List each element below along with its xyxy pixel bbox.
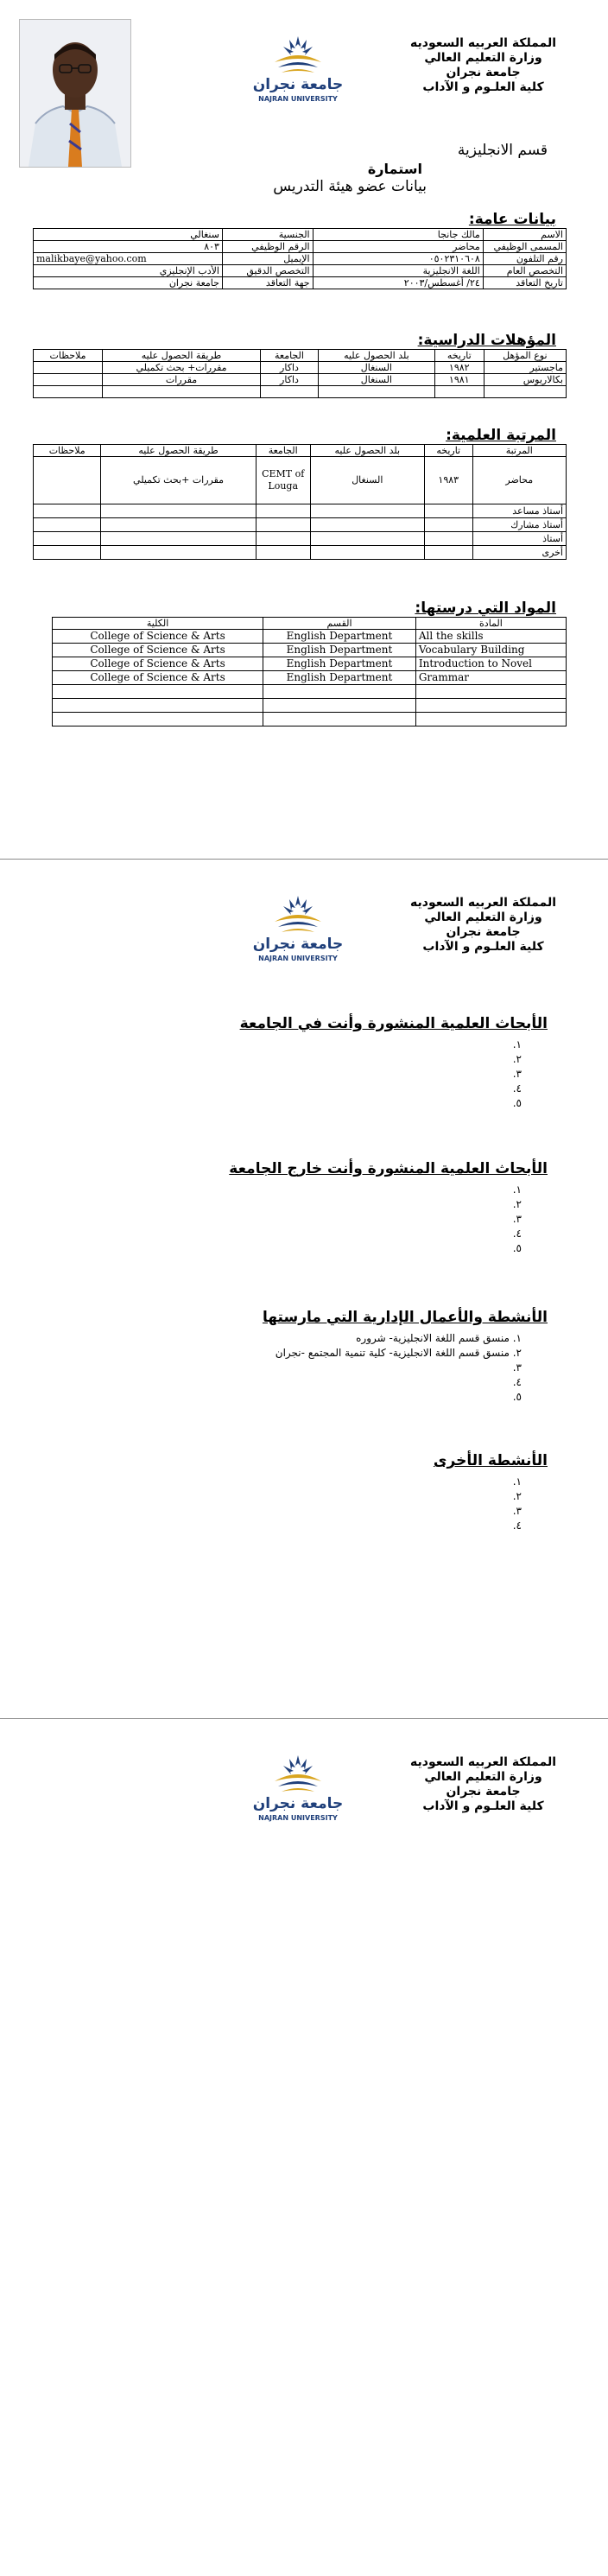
table-cell: المرتبة — [472, 445, 566, 457]
table-cell: التخصص الدقيق — [222, 265, 313, 277]
table-cell: المسمى الوظيفي — [483, 241, 566, 253]
table-cell — [53, 699, 263, 713]
table-cell: الاسم — [483, 229, 566, 241]
table-cell: بلد الحصول عليه — [310, 445, 424, 457]
table-cell — [415, 699, 566, 713]
general-info-row — [34, 253, 567, 265]
qualifications-row — [34, 374, 567, 386]
table-cell: All the skills — [415, 630, 566, 644]
table-cell: ٨٠٣ — [34, 241, 223, 253]
courses-table — [52, 617, 567, 726]
table-cell — [53, 685, 263, 699]
rank-main-row — [34, 457, 567, 504]
courses-title: المواد التي درستها: — [415, 600, 556, 617]
table-cell — [256, 518, 310, 532]
table-cell: تاريخ التعاقد — [483, 277, 566, 289]
table-cell: الرقم الوظيفي — [222, 241, 313, 253]
table-cell: ملاحظات — [34, 350, 103, 362]
header-university: جامعة نجران — [446, 66, 521, 79]
list-item: ٤. — [512, 1228, 522, 1240]
table-cell — [424, 546, 472, 560]
table-cell: College of Science & Arts — [53, 657, 263, 671]
header-ministry: وزارة التعليم العالي — [424, 1770, 542, 1784]
admin-activities-list — [276, 1331, 522, 1405]
course-row — [53, 644, 567, 657]
header-ministry: وزارة التعليم العالي — [424, 910, 542, 924]
table-cell — [103, 386, 261, 398]
table-cell — [256, 504, 310, 518]
header-college: كلية العلـوم و الآداب — [422, 80, 544, 94]
course-row — [53, 630, 567, 644]
table-cell — [310, 518, 424, 532]
table-cell: داكار — [261, 374, 319, 386]
table-cell — [34, 504, 101, 518]
ministry-header-3 — [410, 1755, 556, 1814]
course-row — [53, 671, 567, 685]
research-out-list — [513, 1183, 522, 1256]
research-in-title: الأبحاث العلمية المنشورة وأنت في الجامعة — [239, 1015, 548, 1032]
table-cell: CEMT of Louga — [256, 457, 310, 504]
table-cell: ١٩٨١ — [434, 374, 484, 386]
table-cell: أخرى — [472, 546, 566, 560]
university-emblem-icon — [250, 1754, 345, 1797]
page-3 — [0, 1719, 608, 2576]
najran-university-logo-2 — [250, 894, 345, 974]
list-item: ٢. منسق قسم اللغة الانجليزية- كلية تنمية المجتمع -نجران — [275, 1347, 522, 1359]
table-cell: أستاذ — [472, 532, 566, 546]
faculty-photo — [19, 19, 131, 168]
general-info-row — [34, 277, 567, 289]
table-cell: English Department — [263, 644, 416, 657]
table-cell: طريقة الحصول عليه — [101, 445, 256, 457]
table-cell: College of Science & Arts — [53, 671, 263, 685]
other-activities-list — [513, 1475, 522, 1533]
ministry-header — [410, 36, 556, 95]
qualifications-row — [34, 386, 567, 398]
table-cell — [434, 386, 484, 398]
najran-university-logo-3 — [250, 1754, 345, 1833]
rank-other-row — [34, 532, 567, 546]
ministry-header-2 — [410, 896, 556, 955]
rank-header-row — [34, 445, 567, 457]
table-cell — [484, 386, 566, 398]
list-item: ١. — [512, 1475, 522, 1488]
table-cell: أستاذ مشارك — [472, 518, 566, 532]
list-item: ١. — [512, 1038, 522, 1050]
table-cell: مالك جانجا — [313, 229, 483, 241]
table-cell: الجامعة — [256, 445, 310, 457]
table-cell — [318, 386, 434, 398]
list-item: ٣. — [512, 1213, 522, 1225]
course-row — [53, 699, 567, 713]
logo-arabic-text: جامعة نجران — [252, 936, 344, 953]
table-cell: مقررات +بحث تكميلي — [101, 457, 256, 504]
qualifications-title: المؤهلات الدراسية: — [417, 332, 556, 349]
list-item: ٣. — [512, 1505, 522, 1517]
table-cell — [34, 386, 103, 398]
table-cell: نوع المؤهل — [484, 350, 566, 362]
logo-arabic-text: جامعة نجران — [252, 76, 344, 93]
logo-english-text: NAJRAN UNIVERSITY — [258, 95, 338, 103]
general-info-title: بيانات عامة: — [468, 211, 556, 228]
table-cell: القسم — [263, 618, 416, 630]
list-item: ٢. — [512, 1198, 522, 1210]
table-cell: تاريخه — [424, 445, 472, 457]
table-cell: الجنسية — [222, 229, 313, 241]
table-cell: جهة التعاقد — [222, 277, 313, 289]
table-cell: سنغالي — [34, 229, 223, 241]
table-cell — [53, 713, 263, 726]
list-item: ٤. — [512, 1520, 522, 1532]
course-row — [53, 685, 567, 699]
list-item: ٥. — [512, 1242, 522, 1254]
table-cell — [310, 532, 424, 546]
table-cell: تاريخه — [434, 350, 484, 362]
list-item: ٥. — [512, 1097, 522, 1109]
form-subtitle: بيانات عضو هيئة التدريس — [273, 178, 427, 195]
header-kingdom: المملكة العربيه السعوديه — [410, 1755, 556, 1769]
list-item: ٣. — [512, 1361, 522, 1374]
table-cell: التخصص العام — [483, 265, 566, 277]
table-cell — [256, 532, 310, 546]
table-cell: السنغال — [310, 457, 424, 504]
table-cell — [310, 504, 424, 518]
table-cell: طريقة الحصول عليه — [103, 350, 261, 362]
course-row — [53, 713, 567, 726]
table-cell — [101, 518, 256, 532]
qualifications-table — [33, 349, 567, 398]
table-cell — [415, 713, 566, 726]
table-cell: malikbaye@yahoo.com — [34, 253, 223, 265]
table-cell: محاضر — [313, 241, 483, 253]
person-photo-icon — [20, 20, 130, 167]
rank-other-row — [34, 504, 567, 518]
table-cell — [415, 685, 566, 699]
table-cell — [424, 504, 472, 518]
table-cell: ماجستير — [484, 362, 566, 374]
table-cell — [256, 546, 310, 560]
header-kingdom: المملكة العربيه السعوديه — [410, 896, 556, 910]
table-cell — [101, 504, 256, 518]
table-cell: داكار — [261, 362, 319, 374]
table-cell: رقم التلفون — [483, 253, 566, 265]
qualifications-row — [34, 362, 567, 374]
general-info-table — [33, 228, 567, 289]
department-title: قسم الانجليزية — [457, 142, 548, 159]
najran-university-logo — [250, 35, 345, 114]
header-university: جامعة نجران — [446, 925, 521, 939]
form-title: استمارة — [367, 161, 422, 177]
table-cell: ١٩٨٣ — [424, 457, 472, 504]
table-cell — [34, 362, 103, 374]
table-cell: الجامعة — [261, 350, 319, 362]
table-cell: اللغة الانجليزية — [313, 265, 483, 277]
admin-activities-title: الأنشطة والأعمال الإدارية التي مارستها — [262, 1309, 548, 1326]
page-2 — [0, 860, 608, 1718]
table-cell — [101, 532, 256, 546]
table-cell: English Department — [263, 671, 416, 685]
rank-title: المرتبة العلمية: — [446, 427, 556, 444]
table-cell: الأدب الإنجليزي — [34, 265, 223, 277]
table-cell — [263, 713, 416, 726]
table-cell: College of Science & Arts — [53, 644, 263, 657]
table-cell: English Department — [263, 630, 416, 644]
logo-arabic-text: جامعة نجران — [252, 1795, 344, 1812]
table-cell — [263, 685, 416, 699]
table-cell — [261, 386, 319, 398]
table-cell: بكالاريوس — [484, 374, 566, 386]
general-info-row — [34, 241, 567, 253]
table-cell: ملاحظات — [34, 445, 101, 457]
header-college: كلية العلـوم و الآداب — [422, 1799, 544, 1813]
research-in-list — [513, 1037, 522, 1111]
list-item: ٤. — [512, 1376, 522, 1388]
university-emblem-icon — [250, 35, 345, 78]
general-info-row — [34, 229, 567, 241]
table-cell: السنغال — [318, 374, 434, 386]
other-activities-title: الأنشطة الأخرى — [433, 1452, 548, 1469]
table-cell — [424, 532, 472, 546]
logo-english-text: NAJRAN UNIVERSITY — [258, 955, 338, 962]
table-cell: ٠٥٠٢٣١٠٦٠٨ — [313, 253, 483, 265]
general-info-row — [34, 265, 567, 277]
table-cell — [34, 457, 101, 504]
table-cell — [263, 699, 416, 713]
list-item: ٥. — [512, 1391, 522, 1403]
header-ministry: وزارة التعليم العالي — [424, 51, 542, 65]
rank-other-row — [34, 518, 567, 532]
table-cell — [34, 532, 101, 546]
table-cell: الكلية — [53, 618, 263, 630]
table-cell: بلد الحصول عليه — [318, 350, 434, 362]
rank-table — [33, 444, 567, 560]
table-cell — [34, 374, 103, 386]
list-item: ٤. — [512, 1082, 522, 1094]
list-item: ٢. — [512, 1053, 522, 1065]
table-cell: Vocabulary Building — [415, 644, 566, 657]
table-cell — [34, 518, 101, 532]
university-emblem-icon — [250, 894, 345, 937]
qualifications-header-row — [34, 350, 567, 362]
header-kingdom: المملكة العربيه السعوديه — [410, 36, 556, 50]
table-cell: أستاذ مساعد — [472, 504, 566, 518]
table-cell: المادة — [415, 618, 566, 630]
table-cell: مقررات+ بحث تكميلي — [103, 362, 261, 374]
header-university: جامعة نجران — [446, 1785, 521, 1799]
table-cell: جامعة نجران — [34, 277, 223, 289]
list-item: ٢. — [512, 1490, 522, 1502]
rank-other-row — [34, 546, 567, 560]
research-out-title: الأبحاث العلمية المنشورة وأنت خارج الجامعة — [229, 1160, 548, 1177]
table-cell — [34, 546, 101, 560]
table-cell: الإيميل — [222, 253, 313, 265]
list-item: ١. — [512, 1183, 522, 1196]
course-row — [53, 657, 567, 671]
list-item: ٣. — [512, 1068, 522, 1080]
table-cell: Grammar — [415, 671, 566, 685]
table-cell — [424, 518, 472, 532]
courses-header-row — [53, 618, 567, 630]
table-cell: Introduction to Novel — [415, 657, 566, 671]
list-item: ١. منسق قسم اللغة الانجليزية- شروره — [356, 1332, 522, 1344]
logo-english-text: NAJRAN UNIVERSITY — [258, 1814, 338, 1822]
table-cell: السنغال — [318, 362, 434, 374]
page-1 — [0, 0, 608, 859]
table-cell: College of Science & Arts — [53, 630, 263, 644]
table-cell: ٢٤/ أغسطس/٢٠٠٣ — [313, 277, 483, 289]
table-cell: English Department — [263, 657, 416, 671]
header-college: كلية العلـوم و الآداب — [422, 940, 544, 954]
table-cell: ١٩٨٢ — [434, 362, 484, 374]
table-cell: محاضر — [472, 457, 566, 504]
table-cell — [310, 546, 424, 560]
table-cell — [101, 546, 256, 560]
table-cell: مقررات — [103, 374, 261, 386]
